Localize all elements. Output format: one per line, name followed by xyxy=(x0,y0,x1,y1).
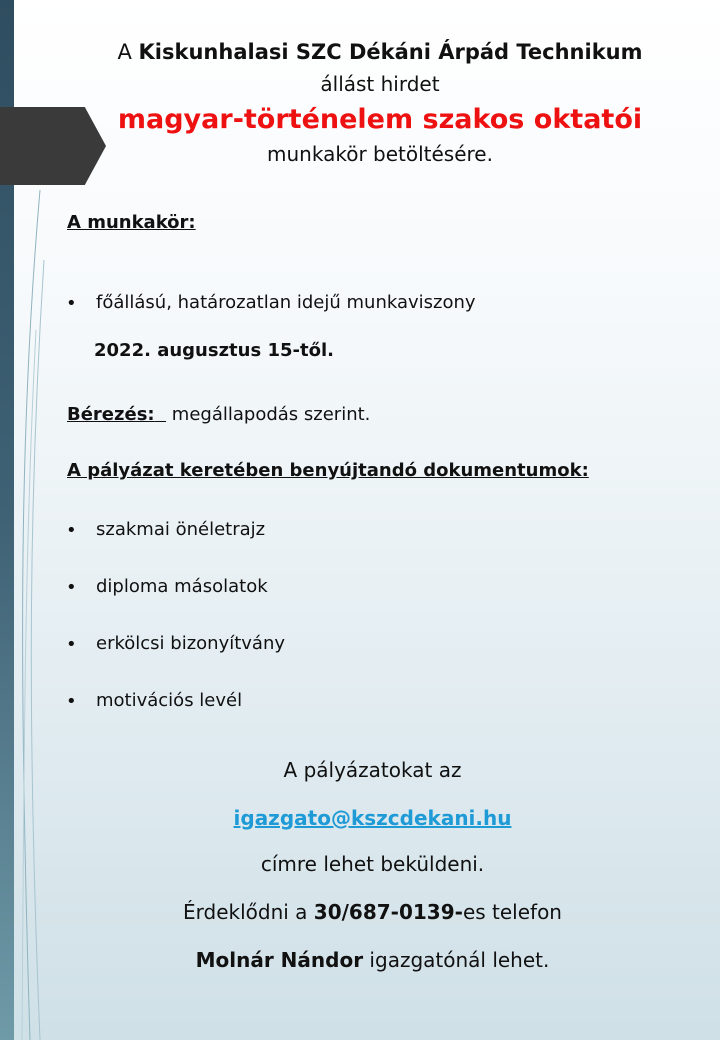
document-item: szakmai önéletrajz xyxy=(96,519,266,540)
school-name: Kiskunhalasi SZC Dékáni Árpád Technikum xyxy=(138,40,643,64)
munkakor-item: főállású, határozatlan idejű munkaviszony xyxy=(96,292,476,313)
berezes-line xyxy=(67,404,370,425)
document-item: motivációs levél xyxy=(96,690,243,711)
title-line-2: állást hirdet xyxy=(320,72,440,96)
documents-heading: A pályázat keretében benyújtandó dokumentumok: xyxy=(67,460,589,481)
bullet: • xyxy=(66,577,77,598)
bullet: • xyxy=(66,634,77,655)
phone-number: 30/687-0139- xyxy=(313,900,463,924)
closing-line-4: Érdeklődni a 30/687-0139-es telefon xyxy=(183,900,562,924)
bullet: • xyxy=(66,691,77,712)
email-line xyxy=(0,806,720,830)
bullet: • xyxy=(66,520,77,541)
closing-line-5: Molnár Nándor igazgatónál lehet. xyxy=(195,948,550,972)
start-date: 2022. augusztus 15-től. xyxy=(94,340,334,361)
document-item: erkölcsi bizonyítvány xyxy=(96,633,286,654)
position-title: magyar-történelem szakos oktatói xyxy=(117,104,643,135)
title-line-4: munkakör betöltésére. xyxy=(267,142,493,166)
contact-name: Molnár Nándor xyxy=(195,948,364,972)
bullet: • xyxy=(66,293,77,314)
berezes-label: Bérezés: xyxy=(67,404,155,425)
berezes-value: megállapodás szerint. xyxy=(171,404,371,425)
document-item: diploma másolatok xyxy=(96,576,268,597)
title-line-1: A Kiskunhalasi SZC Dékáni Árpád Technikum xyxy=(117,40,643,64)
closing-line-3: címre lehet beküldeni. xyxy=(260,852,485,876)
closing-line-1: A pályázatokat az xyxy=(283,758,462,782)
email-link[interactable]: igazgato@kszcdekani.hu xyxy=(233,806,512,830)
munkakor-heading: A munkakör: xyxy=(67,212,196,233)
